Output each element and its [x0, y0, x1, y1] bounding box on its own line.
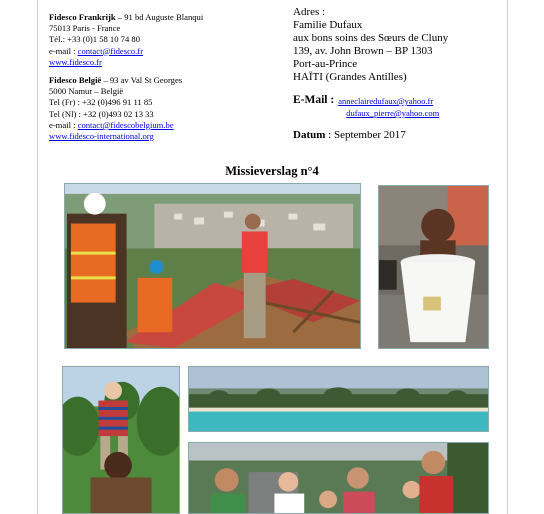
email-label-belgium: e-mail : [49, 119, 78, 130]
email-link-france[interactable]: contact@fidesco.fr [77, 45, 144, 56]
org-belgium: Fidesco België [49, 75, 102, 86]
tel-nl-belgium: Tel (Nl) : +32 (0)493 02 13 33 [49, 108, 154, 119]
email-link-anneclaire[interactable]: anneclairedufaux@yahoo.fr [338, 96, 434, 106]
date-label: Datum [293, 129, 326, 141]
report-title: Missieverslag n°4 [225, 164, 319, 178]
address-france-2: 75013 Paris - France [49, 23, 121, 34]
address-line-3: 139, av. John Brown – BP 1303 [293, 45, 433, 57]
report-date [293, 129, 503, 142]
org-france: Fidesco Frankrijk [49, 12, 116, 22]
page-margin-right [507, 0, 508, 514]
email-link-belgium[interactable]: contact@fidescobelgium.be [77, 119, 174, 130]
fidesco-contacts [49, 12, 279, 149]
date-value: : September 2017 [325, 129, 406, 141]
email-label: E-Mail : [293, 94, 335, 106]
child-on-shoulders-photo [62, 366, 180, 514]
roof-construction-photo [64, 183, 361, 349]
tel-fr-belgium: Tel (Fr) : +32 (0)496 91 11 85 [49, 97, 153, 108]
contact-belgium [49, 75, 279, 142]
email-row [293, 94, 503, 119]
contact-france [49, 12, 279, 68]
website-link-france[interactable]: www.fidesco.fr [49, 56, 102, 67]
address-line-2: aux bons soins des Sœurs de Cluny [293, 32, 449, 44]
address-line-5: HAÏTI (Grandes Antilles) [293, 71, 407, 83]
beach-panorama-photo [188, 366, 489, 432]
child-in-bucket-photo [378, 185, 489, 349]
page-margin-left [37, 0, 38, 514]
website-link-belgium[interactable]: www.fidesco-international.org [49, 131, 154, 142]
family-group-photo [188, 442, 489, 514]
address-belgium-2: 5000 Namur – België [49, 86, 124, 97]
address-label: Adres : [293, 6, 326, 18]
address-france-1: – 91 bd Auguste Blanqui [115, 12, 204, 22]
email-link-pierre[interactable]: dufaux_pierre@yahoo.com [346, 108, 440, 118]
tel-france: Tél.: +33 (0)1 58 10 74 80 [49, 34, 141, 45]
address-line-4: Port-au-Prince [293, 58, 358, 70]
address-line-1: Familie Dufaux [293, 19, 363, 31]
family-address [293, 6, 503, 142]
address-belgium-1: – 93 av Val St Georges [101, 75, 183, 86]
email-label-france: e-mail : [49, 45, 78, 56]
